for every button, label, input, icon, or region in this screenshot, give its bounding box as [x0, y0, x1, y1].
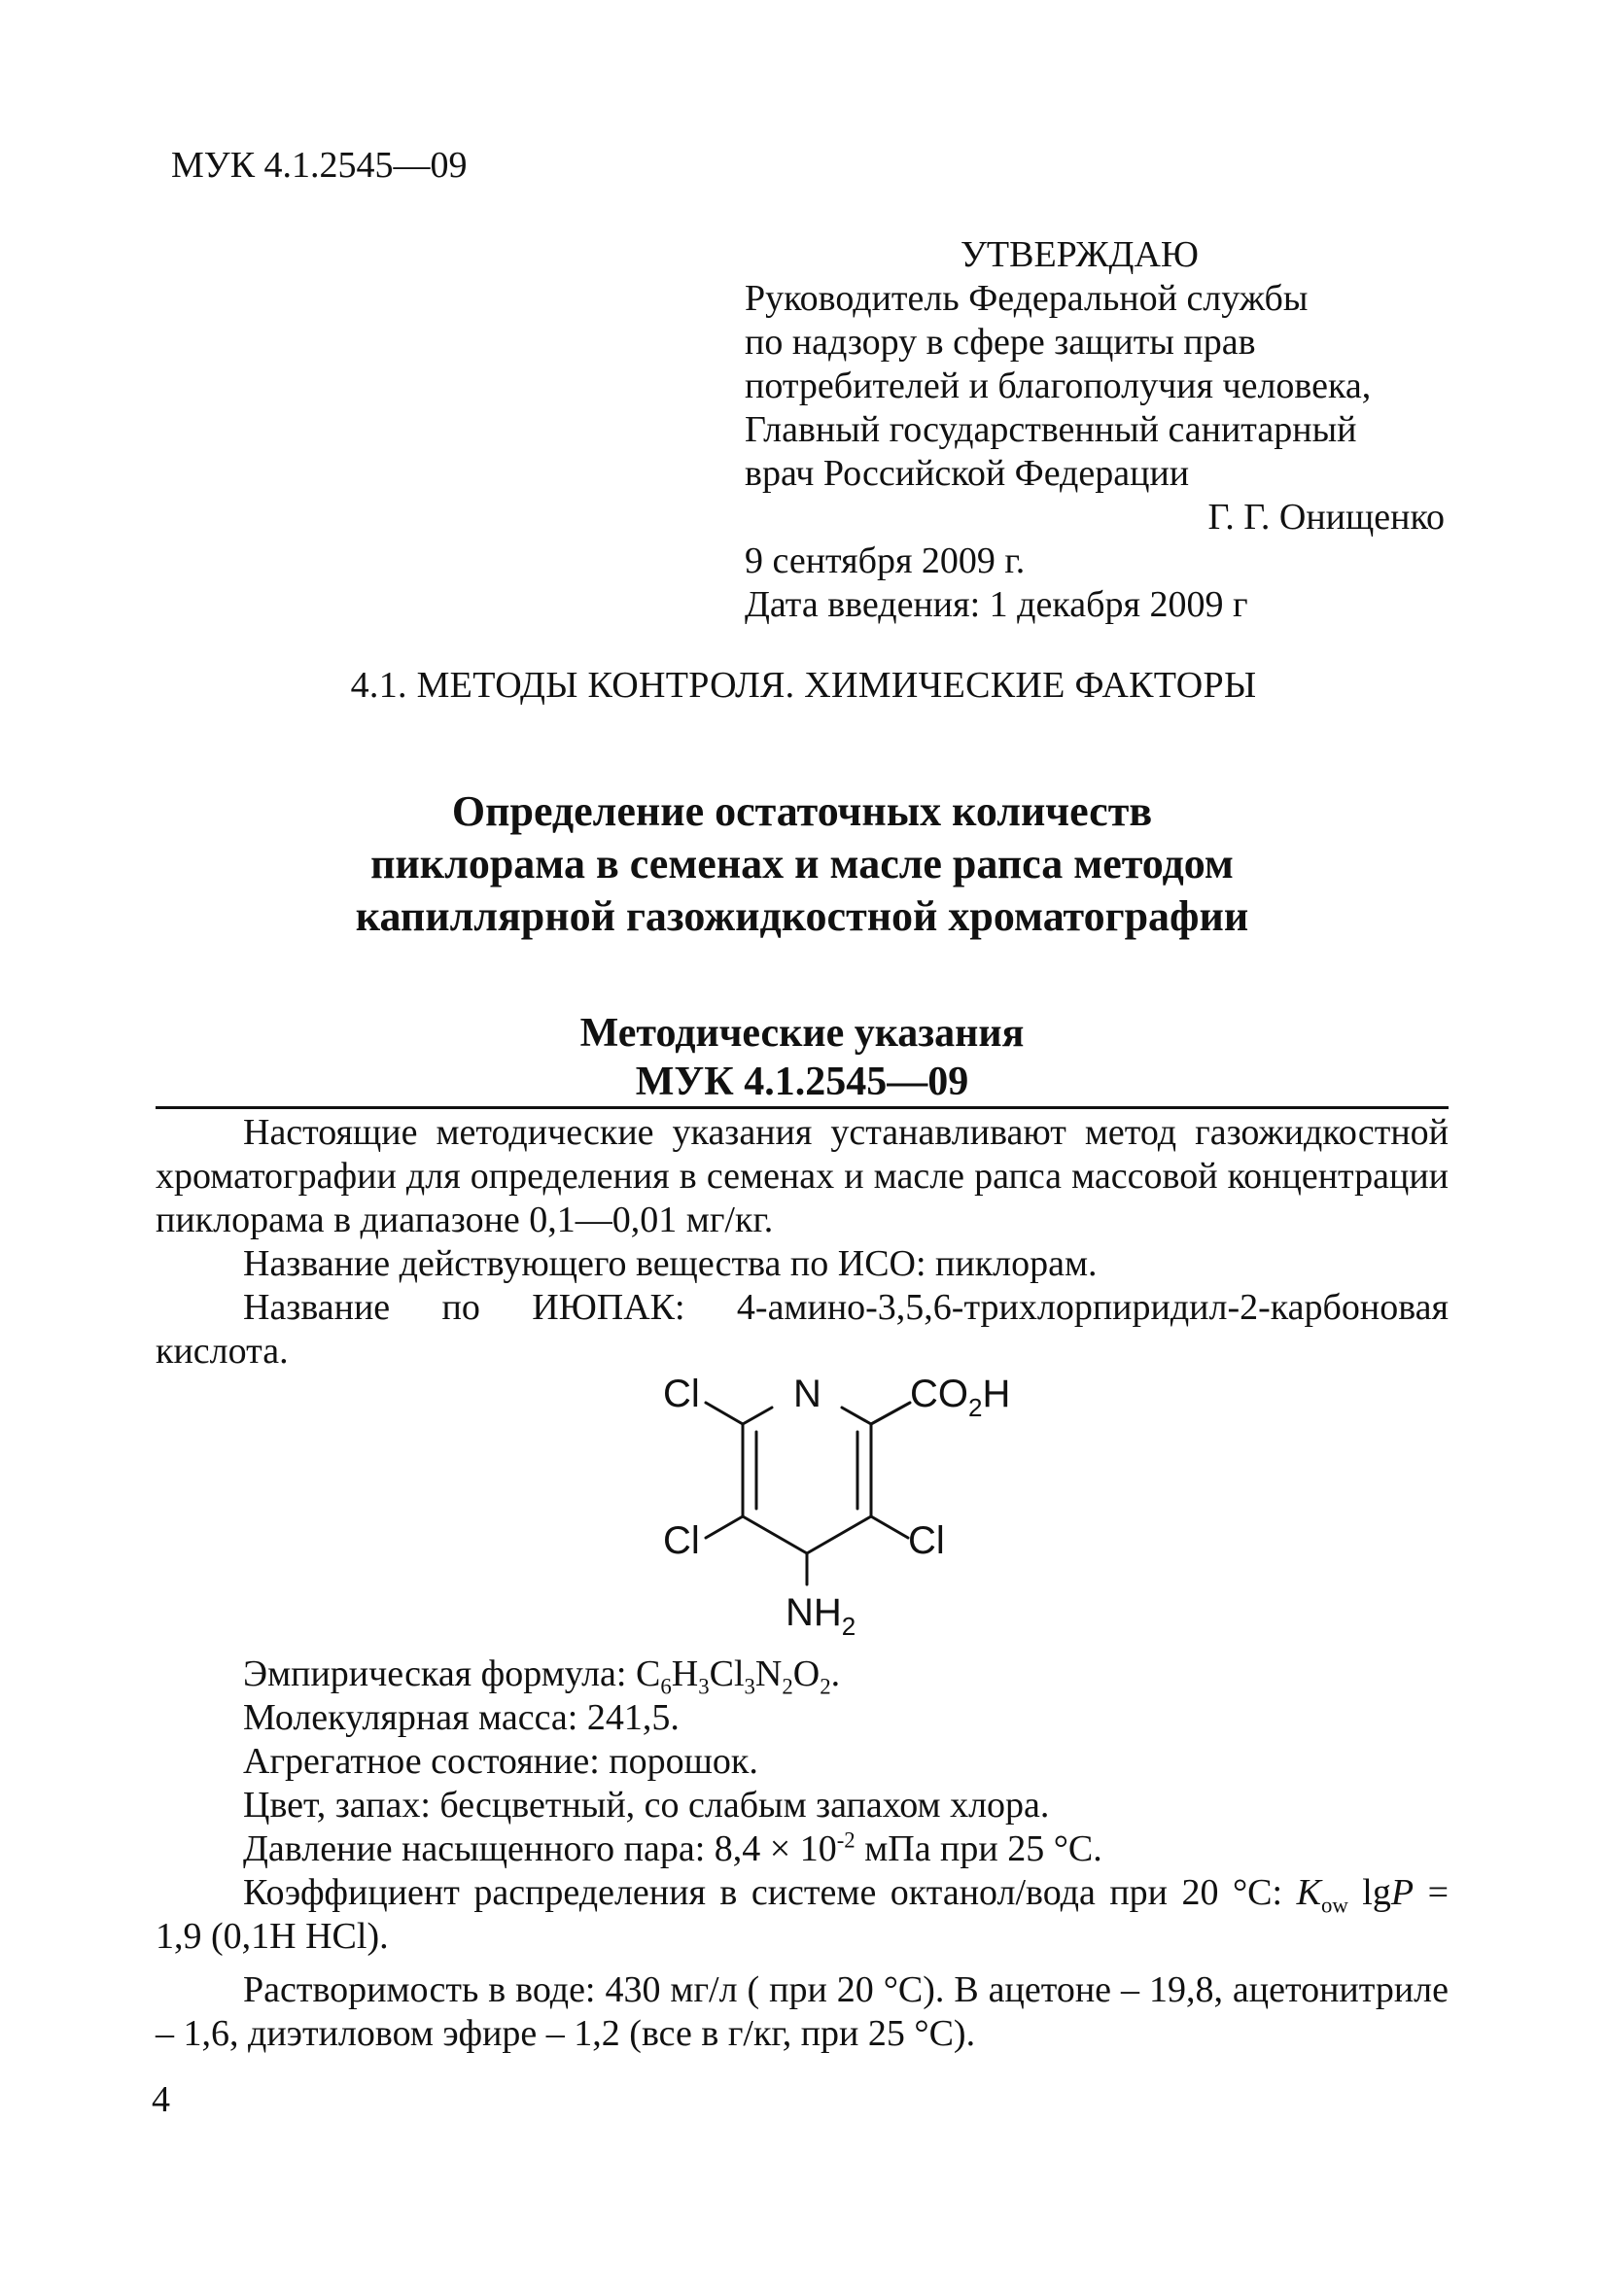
atom-label: N — [793, 1375, 821, 1415]
document-title — [146, 785, 1458, 943]
color-smell: Цвет, запах: бесцветный, со слабым запахом хлора. — [243, 1785, 1050, 1826]
atom-label: Cl — [908, 1519, 945, 1562]
aggregate-state: Агрегатное состояние: порошок. — [243, 1741, 758, 1782]
bond-to-cl — [706, 1403, 743, 1424]
iupac-name-paragraph: Название по ИЮПАК: 4-амино-3,5,6-трихлорпиридил-2-карбоновая кислота. — [156, 1287, 1449, 1372]
subtitle-line: Методические указания — [579, 1011, 1025, 1056]
approval-block — [745, 233, 1445, 627]
intro-text — [156, 1111, 1449, 1374]
ring-bond-to-n — [842, 1408, 871, 1424]
carboxyl-label: $CO_2H$ — [910, 1375, 1011, 1422]
title-line: пиклорама в семенах и масле рапса методом — [370, 840, 1234, 887]
partition-coefficient: Коэффициент распределения в системе октанол/вода при 20 °С: $K_{ow}$ lgP = 1,9 (0,1Н HCl). — [156, 1872, 1449, 1957]
ring-bond — [807, 1516, 871, 1553]
empirical-formula: Эмпирическая формула: $C_6H_3Cl_3N_2O_2$. — [243, 1653, 841, 1699]
page-number: 4 — [152, 2079, 170, 2120]
atom-label: Cl — [663, 1375, 700, 1415]
subtitle-line: МУК 4.1.2545—09 — [635, 1060, 969, 1104]
bond-to-carboxyl — [871, 1403, 910, 1424]
section-heading: 4.1. МЕТОДЫ КОНТРОЛЯ. ХИМИЧЕСКИЕ ФАКТОРЫ — [350, 665, 1257, 706]
approval-line: Руководитель Федеральной службы — [745, 278, 1309, 319]
document-code-header: МУК 4.1.2545—09 — [171, 145, 468, 186]
signatory-name: Г. Г. Онищенко — [1207, 497, 1445, 538]
ring-bond-to-n — [743, 1408, 772, 1424]
approval-line: Главный государственный санитарный — [745, 409, 1357, 450]
molecular-mass: Молекулярная масса: 241,5. — [243, 1697, 680, 1738]
title-line: капиллярной газожидкостной хроматографии — [355, 892, 1249, 940]
effective-date: Дата введения: 1 декабря 2009 г — [745, 584, 1248, 625]
approval-line: по надзору в сфере защиты прав — [745, 322, 1256, 363]
horizontal-divider — [156, 1106, 1449, 1109]
bond-to-cl — [706, 1516, 743, 1538]
document-subtitle — [146, 1009, 1458, 1106]
approval-line: врач Российской Федерации — [745, 453, 1190, 494]
chemical-structure-diagram — [642, 1375, 1050, 1638]
solubility: Растворимость в воде: 430 мг/л ( при 20 °С). В ацетоне – 19,8, ацетонитриле – 1,6, диэтиловом эфире – 1,2 (все в г/кг, при 25 °С). — [156, 1969, 1449, 2054]
iso-name-paragraph: Название действующего вещества по ИСО: пиклорам. — [243, 1243, 1098, 1284]
ring-bond — [743, 1516, 807, 1553]
properties-text — [156, 1652, 1449, 2056]
approval-title: УТВЕРЖДАЮ — [961, 234, 1199, 275]
vapor-pressure: Давление насыщенного пара: $8,4 \times 10^{-2}$ мПа при 25 °С. — [243, 1827, 1102, 1869]
atom-label: Cl — [663, 1519, 700, 1562]
title-line: Определение остаточных количеств — [451, 787, 1153, 835]
intro-paragraph: Настоящие методические указания устанавливают метод газожидкостной хроматографии для определения в семенах и масле рапса массовой концентрации пиклорама в диапазоне 0,1—0,01 мг/кг. — [156, 1112, 1449, 1240]
bond-to-cl — [871, 1516, 908, 1538]
approval-date: 9 сентября 2009 г. — [745, 540, 1026, 581]
amino-label: $NH_2$ — [786, 1591, 856, 1638]
approval-line: потребителей и благополучия человека, — [745, 365, 1372, 406]
